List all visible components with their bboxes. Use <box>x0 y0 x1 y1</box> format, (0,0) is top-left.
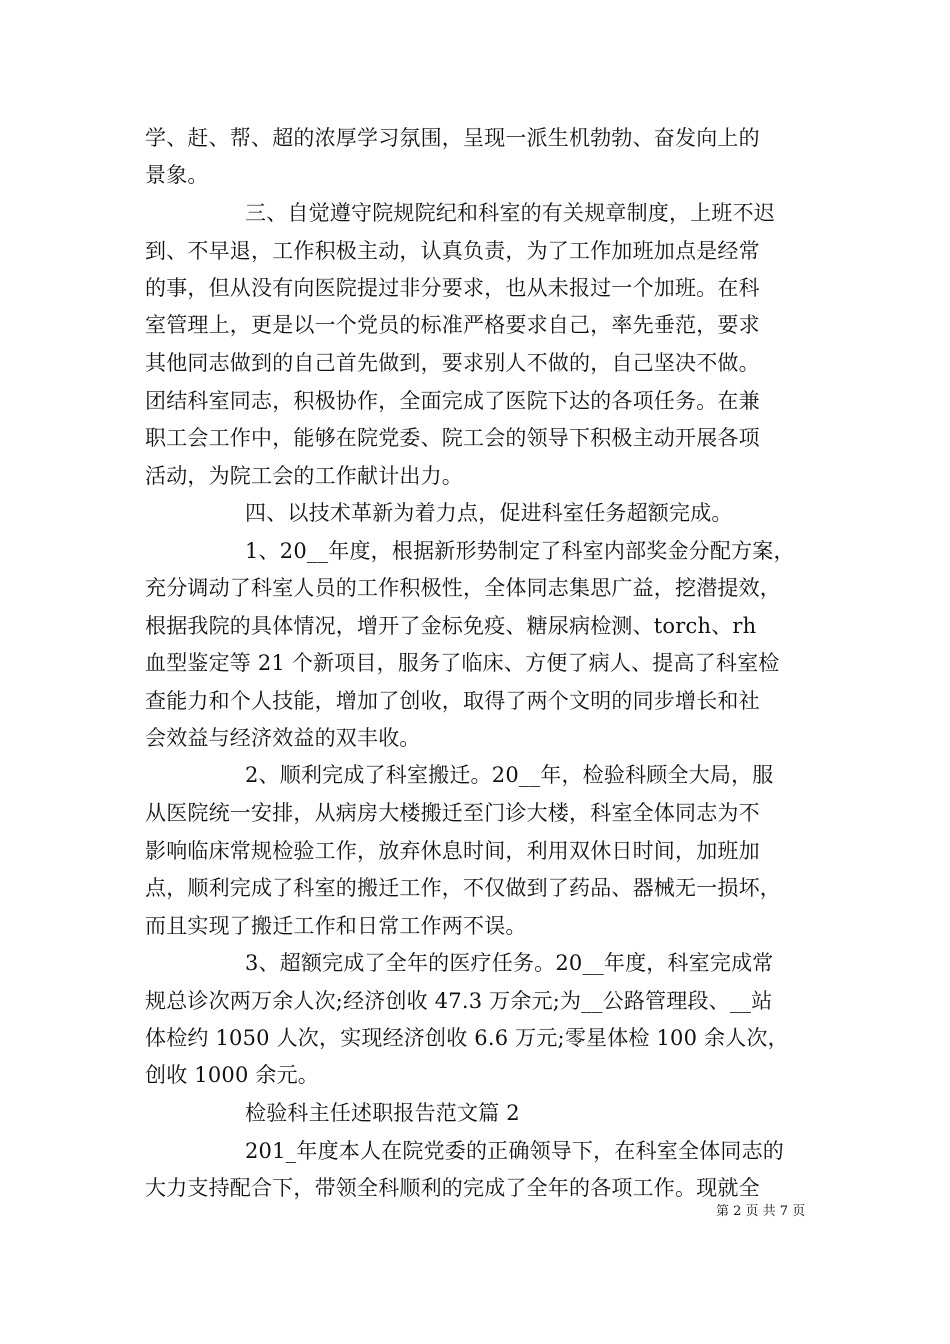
text-line-25: 体检约 1050 人次，实现经济创收 6.6 万元;零星体检 100 余人次， <box>145 1026 789 1050</box>
text-line-9: 职工会工作中，能够在院党委、院工会的领导下积极主动开展各项 <box>145 426 760 450</box>
text-line-7: 其他同志做到的自己首先做到，要求别人不做的，自己坚决不做。 <box>145 351 760 375</box>
text-line-8: 团结科室同志，积极协作，全面完成了医院下达的各项任务。在兼 <box>145 389 760 413</box>
text-line-12: 1、20__年度，根据新形势制定了科室内部奖金分配方案， <box>245 539 795 563</box>
text-line-18: 2、顺利完成了科室搬迁。20__年，检验科顾全大局，服 <box>245 763 774 787</box>
text-line-2: 景象。 <box>145 163 209 187</box>
page-number-footer: 第 2 页 共 7 页 <box>716 1204 806 1219</box>
text-line-1: 学、赶、帮、超的浓厚学习氛围，呈现一派生机勃勃、奋发向上的 <box>145 126 760 150</box>
text-line-29: 大力支持配合下，带领全科顺利的完成了全年的各项工作。现就全 <box>145 1176 760 1200</box>
text-line-13: 充分调动了科室人员的工作积极性，全体同志集思广益，挖潜提效， <box>145 576 781 600</box>
text-line-5: 的事，但从没有向医院提过非分要求，也从未报过一个加班。在科 <box>145 276 760 300</box>
text-line-23: 3、超额完成了全年的医疗任务。20__年度，科室完成常 <box>245 951 774 975</box>
text-line-26: 创收 1000 余元。 <box>145 1063 319 1087</box>
section-heading: 检验科主任述职报告范文篇 2 <box>245 1101 520 1125</box>
text-line-4: 到、不早退，工作积极主动，认真负责，为了工作加班加点是经常 <box>145 239 760 263</box>
text-line-11: 四、以技术革新为着力点，促进科室任务超额完成。 <box>245 501 733 525</box>
text-line-3: 三、自觉遵守院规院纪和科室的有关规章制度，上班不迟 <box>245 201 775 225</box>
text-line-20: 影响临床常规检验工作，放弃休息时间，利用双休日时间，加班加 <box>145 839 760 863</box>
text-line-19: 从医院统一安排，从病房大楼搬迁至门诊大楼，科室全体同志为不 <box>145 801 760 825</box>
text-line-22: 而且实现了搬迁工作和日常工作两不误。 <box>145 914 527 938</box>
text-line-28: 201_年度本人在院党委的正确领导下，在科室全体同志的 <box>245 1139 784 1163</box>
text-line-21: 点，顺利完成了科室的搬迁工作，不仅做到了药品、器械无一损坏， <box>145 876 781 900</box>
text-line-24: 规总诊次两万余人次;经济创收 47.3 万余元;为__公路管理段、__站 <box>145 989 773 1013</box>
text-line-16: 查能力和个人技能，增加了创收，取得了两个文明的同步增长和社 <box>145 689 760 713</box>
text-line-17: 会效益与经济效益的双丰收。 <box>145 726 421 750</box>
text-line-6: 室管理上，更是以一个党员的标准严格要求自己，率先垂范，要求 <box>145 313 760 337</box>
text-line-15: 血型鉴定等 21 个新项目，服务了临床、方便了病人、提高了科室检 <box>145 651 780 675</box>
text-line-10: 活动，为院工会的工作献计出力。 <box>145 464 463 488</box>
text-line-14: 根据我院的具体情况，增开了金标免疫、糖尿病检测、torch、rh <box>145 614 757 638</box>
